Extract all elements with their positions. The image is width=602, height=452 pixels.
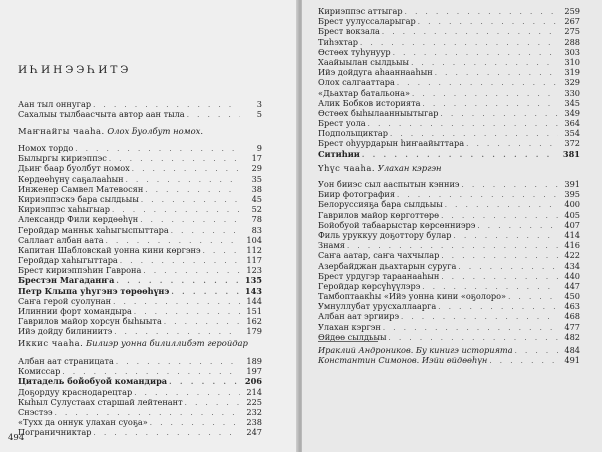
toc-entry[interactable]: Улахан кэргэн . . . 477 bbox=[318, 322, 580, 332]
toc-entry[interactable]: Брест вокзала . . . 275 bbox=[318, 26, 580, 36]
toc-entry[interactable]: Уон бииэс сыл ааспытын кэнниэ . . . 391 bbox=[318, 179, 580, 189]
section-2-heading: Иккис чааһа. Билиэр уонна билиллибэт геройдар bbox=[18, 338, 248, 348]
toc-entry[interactable]: Цитадель бойобуой командира . . . 206 bbox=[18, 376, 262, 386]
toc-entry[interactable]: Александр Фили көрдөөһүн . . . 78 bbox=[18, 214, 262, 224]
toc-entry[interactable]: Бойобуой табаарыстар көрсөнниэрэ . . . 407 bbox=[318, 220, 580, 230]
intro-list bbox=[18, 99, 262, 119]
right-page bbox=[302, 0, 602, 452]
toc-entry[interactable]: Ийэ дойдуга аһааннааһын . . . 319 bbox=[318, 67, 580, 77]
toc-entry[interactable]: Өйдөө сылдьыы . . . 482 bbox=[318, 332, 580, 342]
toc-entry[interactable]: Петр Клыпа уһугэнэ төрөөһүнэ . . . 143 bbox=[18, 286, 262, 296]
section-3-heading: Үһүс чааһа. Улахан кэргэн bbox=[318, 163, 442, 173]
toc-entry[interactable]: Снэстээ . . . 232 bbox=[18, 407, 262, 417]
toc-entry[interactable]: Саҥа герой суолунан . . . 144 bbox=[18, 296, 262, 306]
toc-entry[interactable]: Подпольщиктар . . . 354 bbox=[318, 128, 580, 138]
contents-heading: ИҺИНЭЭҺИТЭ bbox=[18, 64, 132, 76]
section-divider bbox=[318, 341, 378, 342]
section-2-list bbox=[18, 356, 262, 438]
toc-entry[interactable]: Кыһыл Сулустаах старшай лейтенант . . . 225 bbox=[18, 397, 262, 407]
toc-entry[interactable]: Брестэн Магаданҥа . . . 135 bbox=[18, 275, 262, 285]
toc-entry[interactable]: Саллаат албан аата . . . 104 bbox=[18, 235, 262, 245]
toc-entry[interactable]: Умнуллубат урусхаллаарга . . . 463 bbox=[318, 301, 580, 311]
toc-entry[interactable]: Саҥа аатар, саҥа чахчылар . . . 422 bbox=[318, 250, 580, 260]
toc-entry[interactable]: Албан аат страницата . . . 189 bbox=[18, 356, 262, 366]
toc-entry[interactable]: Филь уруккуу доҕоттору булар . . . 414 bbox=[318, 230, 580, 240]
toc-entry[interactable]: Брест оһуурдарын һиҥаайыттара . . . 372 bbox=[318, 138, 580, 148]
toc-entry[interactable]: Брест кириэппэһин Гаврона . . . 123 bbox=[18, 265, 262, 275]
toc-entry[interactable]: Өстөөх быһылаанныытыгар . . . 349 bbox=[318, 108, 580, 118]
toc-entry[interactable]: Ираклий Андроников. Бу кинигэ историята . . . 484 bbox=[318, 345, 580, 355]
toc-entry[interactable]: Знамя . . . 416 bbox=[318, 240, 580, 250]
toc-entry[interactable]: Пограничниктар . . . 247 bbox=[18, 427, 262, 437]
toc-entry[interactable]: Геройдар көрсүһүүлэрэ . . . 447 bbox=[318, 281, 580, 291]
toc-entry[interactable]: Константин Симонов. Иэйи өйдөөһүн . . . 491 bbox=[318, 355, 580, 365]
toc-entry[interactable]: Ситиһии . . . 381 bbox=[318, 149, 580, 159]
toc-entry[interactable]: Тиһэхтар . . . 288 bbox=[318, 37, 580, 47]
afterword-list bbox=[318, 345, 580, 365]
toc-entry[interactable]: Көрдөөһүнү саҕалааһын . . . 35 bbox=[18, 174, 262, 184]
toc-entry[interactable]: Номох тордо . . . 9 bbox=[18, 143, 262, 153]
toc-entry[interactable]: Доҕордуу краснодарецтар . . . 214 bbox=[18, 387, 262, 397]
toc-entry[interactable]: «Дьахтар батальона» . . . 330 bbox=[318, 88, 580, 98]
toc-entry[interactable]: Гаврилов майор хорсун быһыыта . . . 162 bbox=[18, 316, 262, 326]
toc-entry[interactable]: Белоруссияҕа бара сылдьыы . . . 400 bbox=[318, 199, 580, 209]
toc-entry[interactable]: Капитан Шабловскай уонна кини көргэнэ . . . 112 bbox=[18, 245, 262, 255]
toc-entry[interactable]: Дьиҥ баар буолбут номох . . . 29 bbox=[18, 163, 262, 173]
section-3-list bbox=[318, 179, 580, 342]
section-2-continued-list bbox=[318, 6, 580, 159]
toc-entry[interactable]: Брест уола . . . 364 bbox=[318, 118, 580, 128]
section-1-list bbox=[18, 143, 262, 337]
toc-entry[interactable]: Геройдар хаһыгыттара . . . 117 bbox=[18, 255, 262, 265]
toc-entry[interactable]: Олох салгааттара . . . 329 bbox=[318, 77, 580, 87]
toc-entry[interactable]: Алик Бобков историята . . . 345 bbox=[318, 98, 580, 108]
toc-entry[interactable]: Албан аат эргиирэ . . . 468 bbox=[318, 311, 580, 321]
toc-entry[interactable]: Өстөөх туһунуур . . . 303 bbox=[318, 47, 580, 57]
toc-entry[interactable]: Биир фотография . . . 395 bbox=[318, 189, 580, 199]
toc-entry[interactable]: Азербайджан дьахтарын суруга . . . 434 bbox=[318, 261, 580, 271]
left-page bbox=[0, 0, 298, 452]
toc-entry[interactable]: Былыргы кириэппэс . . . 17 bbox=[18, 153, 262, 163]
toc-entry[interactable]: Илиннии форт хомандыра . . . 151 bbox=[18, 306, 262, 316]
page-number-left: 494 bbox=[8, 433, 25, 443]
section-1-heading: Маҥнайгы чааһа. Олох ƃуолбут номох. bbox=[18, 126, 204, 136]
toc-entry[interactable]: Геройдар манньк хаһыгыспыттара . . . 83 bbox=[18, 225, 262, 235]
toc-entry[interactable]: «Тухх да оннук улахан суоҕа» . . . 238 bbox=[18, 417, 262, 427]
toc-entry[interactable]: Кириэппэс аттыгар . . . 259 bbox=[318, 6, 580, 16]
toc-entry[interactable]: Гаврилов майор көрготтөрө . . . 405 bbox=[318, 210, 580, 220]
toc-entry[interactable]: Комиссар . . . 197 bbox=[18, 366, 262, 376]
toc-entry[interactable]: Кириэппэскэ бара сылдьыы . . . 45 bbox=[18, 194, 262, 204]
toc-entry[interactable]: Кириэппэс хаһыгыар . . . 52 bbox=[18, 204, 262, 214]
toc-entry[interactable]: Аан тыл оннугар . . . 3 bbox=[18, 99, 262, 109]
toc-entry[interactable]: Хаайыылан сылдьыы . . . 310 bbox=[318, 57, 580, 67]
toc-entry[interactable]: Инженер Самвел Матевосян . . . 38 bbox=[18, 184, 262, 194]
toc-entry[interactable]: Сахалыы тылбаасчыта автор аан тыла . . . 5 bbox=[18, 109, 262, 119]
toc-entry[interactable]: Брест уулуссаларыгар . . . 267 bbox=[318, 16, 580, 26]
toc-entry[interactable]: Брест урдугэр тараанааһын . . . 440 bbox=[318, 271, 580, 281]
toc-entry[interactable]: Тамбоптаакһы «Ийэ уонна кини «оҕолоро» . . . 450 bbox=[318, 291, 580, 301]
toc-entry[interactable]: Ийэ дойду билиниитэ . . . 179 bbox=[18, 326, 262, 336]
